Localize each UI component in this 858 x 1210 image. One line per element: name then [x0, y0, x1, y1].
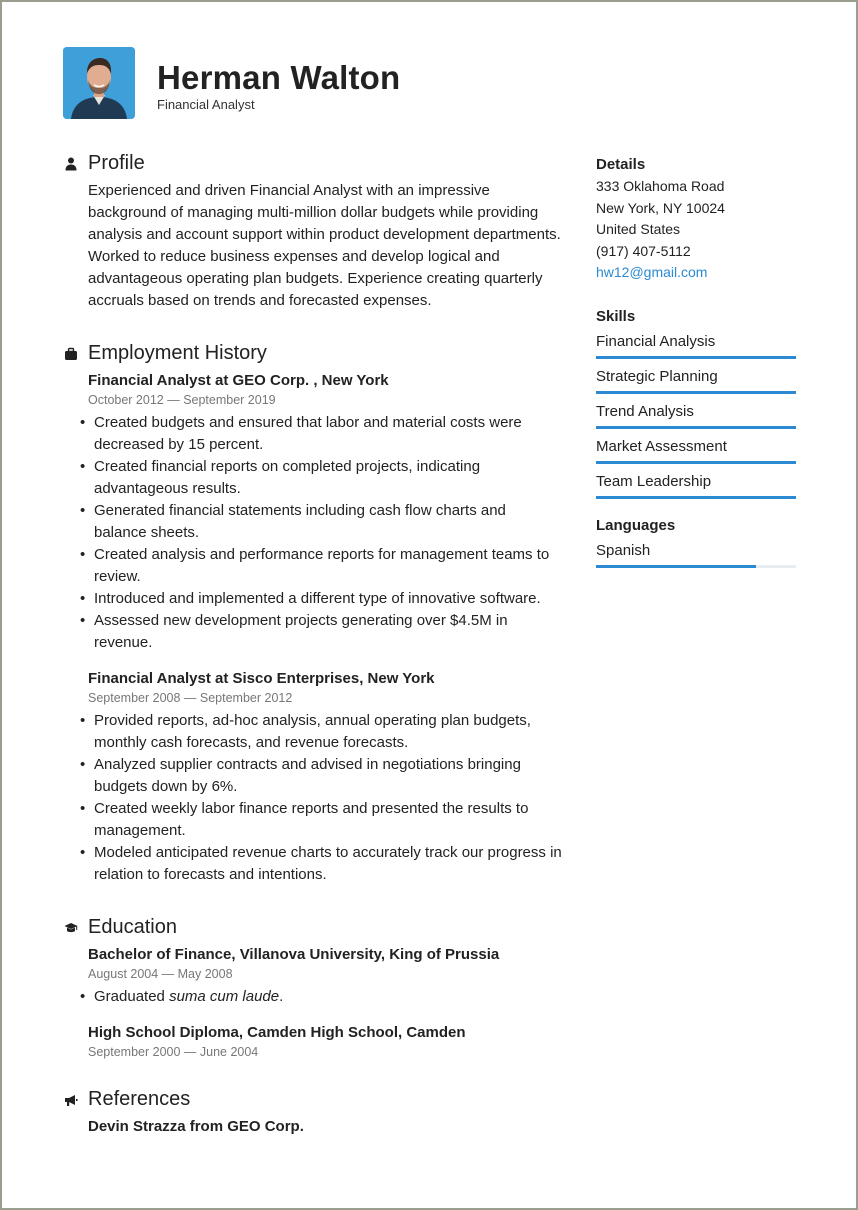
- megaphone-icon: [64, 1093, 78, 1107]
- education-entry: [62, 944, 562, 982]
- list-item: • Provided reports, ad-hoc analysis, annual operating plan budgets, monthly cash forecasts, and revenue forecasts.: [94, 710, 562, 754]
- list-item: • Analyzed supplier contracts and advised in negotiations bringing budgets down by 6%.: [94, 754, 562, 798]
- avatar: [63, 47, 135, 119]
- skill-level-track: [596, 426, 796, 429]
- skill-level-track: [596, 565, 796, 568]
- skill-level-track: [596, 461, 796, 464]
- details-heading: Details: [596, 156, 646, 173]
- job-entry: [62, 668, 562, 706]
- languages-list: [596, 541, 796, 568]
- degree-dates: August 2004 — May 2008: [88, 967, 233, 981]
- list-item: • Created budgets and ensured that labor and material costs were decreased by 15 percent.: [94, 412, 562, 456]
- reference-entry: Devin Strazza from GEO Corp.: [88, 1118, 304, 1135]
- list-item: • Assessed new development projects generating over $4.5M in revenue.: [94, 610, 562, 654]
- skill-item: [596, 472, 796, 499]
- references-section: [62, 1088, 562, 1138]
- employment-header: [62, 342, 562, 366]
- degree-title: High School Diploma, Camden High School, Camden: [88, 1024, 466, 1041]
- skill-item: [596, 332, 796, 359]
- job-bullets: [62, 412, 562, 654]
- skills-heading: Skills: [596, 307, 636, 325]
- skill-level-bar: [596, 356, 796, 359]
- skill-item: [596, 437, 796, 464]
- profile-summary: Experienced and driven Financial Analyst with an impressive background of managing multi-million dollar budgets while providing analysis and account support within product development departments. Worked to reduce business expenses and develop logical and advantageous operating plan budgets. Experience creating quarterly accruals based on trends and forecasted expenses.: [88, 182, 561, 309]
- list-item: • Created analysis and performance reports for management teams to review.: [94, 544, 562, 588]
- education-header: [62, 916, 562, 940]
- profile-header: [62, 152, 562, 176]
- list-item: • Introduced and implemented a different type of innovative software.: [94, 588, 562, 610]
- profile-section: [62, 152, 562, 312]
- skill-item: [596, 541, 796, 568]
- main-column: [62, 152, 562, 1138]
- section-title: Employment History: [88, 342, 267, 364]
- skill-level-bar: [596, 565, 756, 568]
- skill-name: Financial Analysis: [596, 332, 716, 350]
- degree-dates: September 2000 — June 2004: [88, 1045, 259, 1059]
- phone-number: (917) 407-5112: [596, 242, 691, 259]
- skill-level-bar: [596, 391, 796, 394]
- skill-name: Market Assessment: [596, 437, 727, 455]
- profile-photo: [63, 47, 135, 119]
- graduation-cap-icon: [64, 921, 78, 935]
- briefcase-icon: [64, 347, 78, 361]
- address-line-1: 333 Oklahoma Road: [596, 178, 725, 194]
- sidebar-column: [596, 154, 796, 576]
- skill-level-track: [596, 391, 796, 394]
- email-link[interactable]: hw12@gmail.com: [596, 264, 708, 280]
- list-item: • Created weekly labor finance reports and presented the results to management.: [94, 798, 562, 842]
- section-title: Education: [88, 916, 177, 938]
- languages-heading: Languages: [596, 516, 676, 534]
- skill-level-track: [596, 356, 796, 359]
- skill-level-track: [596, 496, 796, 499]
- skill-level-bar: [596, 426, 796, 429]
- address-line-2: New York, NY 10024: [596, 199, 725, 216]
- details-section: [596, 154, 796, 284]
- bullet-prefix: Graduated: [94, 988, 170, 1005]
- skills-section: [596, 306, 796, 499]
- section-title: Profile: [88, 152, 145, 174]
- skill-level-bar: [596, 461, 796, 464]
- job-dates: October 2012 — September 2019: [88, 393, 276, 407]
- job-dates: September 2008 — September 2012: [88, 691, 293, 705]
- honors-text: suma cum laude: [169, 988, 280, 1005]
- list-item: • Created financial reports on completed projects, indicating advantageous results.: [94, 456, 562, 500]
- list-item: • Modeled anticipated revenue charts to accurately track our progress in relation to forecasts and intentions.: [94, 842, 562, 886]
- skill-item: [596, 367, 796, 394]
- employment-section: [62, 342, 562, 886]
- list-item: • Generated financial statements including cash flow charts and balance sheets.: [94, 500, 562, 544]
- job-title: Financial Analyst at Sisco Enterprises, New York: [88, 670, 435, 687]
- section-title: References: [88, 1088, 191, 1110]
- languages-section: [596, 515, 796, 568]
- skill-level-bar: [596, 496, 796, 499]
- job-bullets: [62, 710, 562, 886]
- skills-list: [596, 332, 796, 499]
- skill-item: [596, 402, 796, 429]
- skill-name: Strategic Planning: [596, 367, 718, 385]
- candidate-name: Herman Walton: [157, 59, 401, 96]
- skill-name: Team Leadership: [596, 472, 712, 490]
- education-entry: [62, 1022, 562, 1060]
- candidate-title: Financial Analyst: [157, 97, 255, 112]
- skill-name: Trend Analysis: [596, 402, 694, 420]
- job-title: Financial Analyst at GEO Corp. , New York: [88, 372, 389, 389]
- references-header: [62, 1088, 562, 1112]
- list-item: [94, 986, 562, 1008]
- education-bullets: [62, 986, 562, 1008]
- education-section: [62, 916, 562, 1060]
- person-icon: [64, 157, 78, 171]
- degree-title: Bachelor of Finance, Villanova University, King of Prussia: [88, 946, 500, 963]
- bullet-suffix: .: [279, 988, 284, 1005]
- job-entry: [62, 370, 562, 408]
- country: United States: [596, 221, 681, 237]
- skill-name: Spanish: [596, 541, 651, 559]
